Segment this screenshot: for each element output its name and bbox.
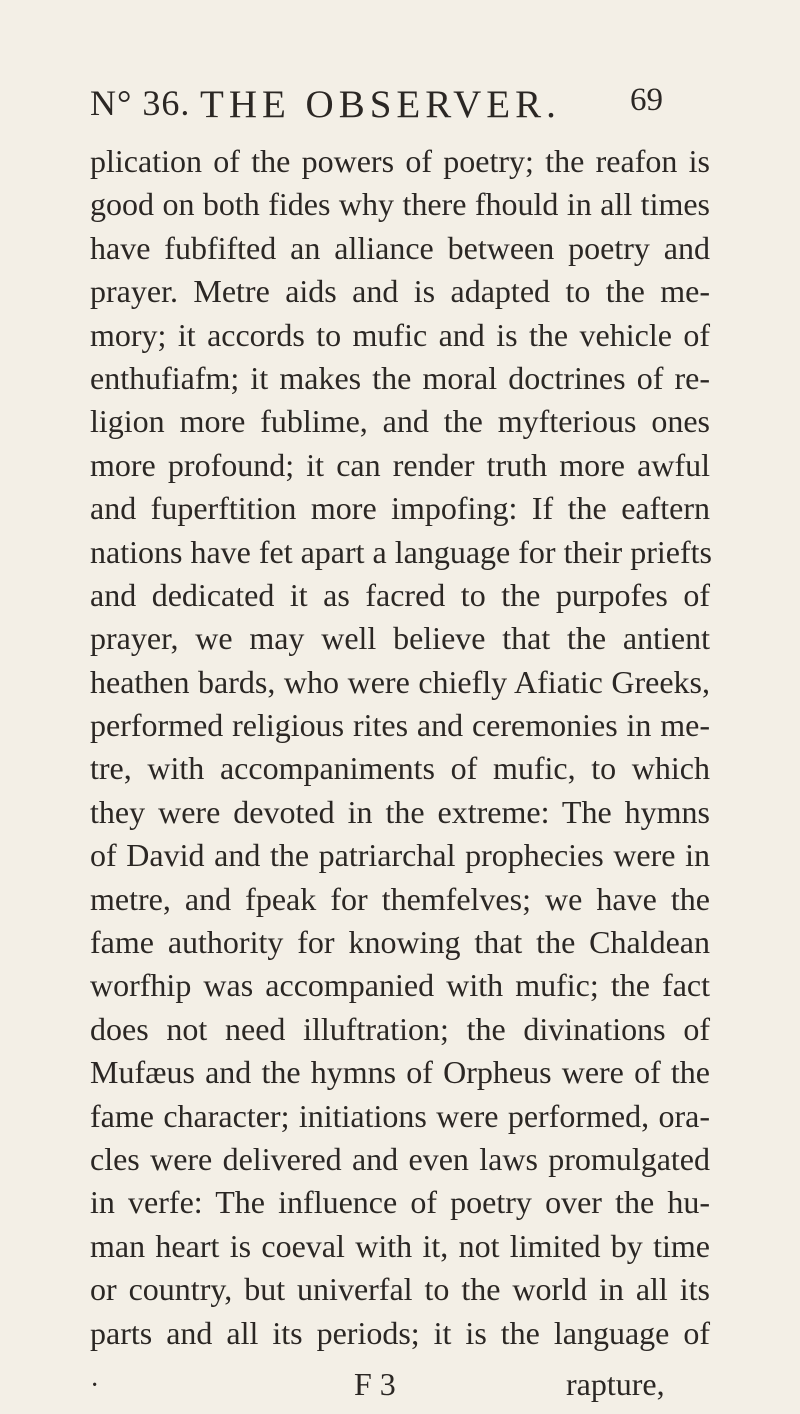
- running-header: [90, 82, 690, 132]
- page-number: 69: [630, 82, 663, 118]
- text-line: more profound; it can render truth more awful: [90, 446, 710, 483]
- signature-mark: F 3: [354, 1366, 396, 1402]
- text-line: ligion more fublime, and the myfterious ones: [90, 403, 710, 440]
- text-line: heathen bards, who were chiefly Afiatic Greeks,: [90, 663, 710, 700]
- text-line: worfhip was accompanied with mufic; the fact: [90, 967, 710, 1004]
- text-line: plication of the powers of poetry; the reafon is: [90, 143, 710, 179]
- text-line: nations have fet apart a language for their priefts: [90, 533, 712, 570]
- text-line: parts and all its periods; it is the language of: [90, 1314, 710, 1351]
- text-line: in verfe: The influence of poetry over the hu-: [90, 1184, 710, 1221]
- text-line: and dedicated it as facred to the purpofes of: [90, 576, 710, 613]
- text-line: metre, and fpeak for themfelves; we have the: [90, 880, 710, 917]
- essay-number: N° 36.: [90, 83, 191, 123]
- catchword: rapture,: [566, 1366, 665, 1402]
- page-footer: [90, 1366, 710, 1410]
- running-title: THE OBSERVER.: [200, 83, 561, 126]
- text-line: prayer. Metre aids and is adapted to the me-: [90, 273, 710, 310]
- text-line: does not need illuftration; the divinations of: [90, 1010, 710, 1047]
- text-line: enthufiafm; it makes the moral doctrines of re-: [90, 359, 710, 396]
- body-text: [90, 140, 710, 1355]
- text-line: Mufæus and the hymns of Orpheus were of the: [90, 1054, 710, 1091]
- text-line: good on both fides why there fhould in all times: [90, 186, 710, 223]
- text-line: fame authority for knowing that the Chaldean: [90, 924, 710, 961]
- text-line: cles were delivered and even laws promulgated: [90, 1140, 710, 1177]
- text-line: tre, with accompaniments of mufic, to which: [90, 750, 710, 787]
- text-line: they were devoted in the extreme: The hymns: [90, 793, 710, 830]
- text-line: and fuperftition more impofing: If the eaftern: [90, 490, 710, 527]
- text-line: performed religious rites and ceremonies in me-: [90, 707, 710, 744]
- text-line: prayer, we may well believe that the antient: [90, 620, 710, 657]
- text-line: fame character; initiations were performed, ora-: [90, 1097, 710, 1134]
- text-line: or country, but univerfal to the world in all its: [90, 1271, 710, 1308]
- text-line: have fubfifted an alliance between poetry and: [90, 229, 710, 266]
- text-line: man heart is coeval with it, not limited by time: [90, 1227, 710, 1264]
- margin-mark: ·: [90, 1370, 100, 1401]
- text-line: of David and the patriarchal prophecies were in: [90, 837, 710, 874]
- text-line: mory; it accords to mufic and is the vehicle of: [90, 316, 710, 353]
